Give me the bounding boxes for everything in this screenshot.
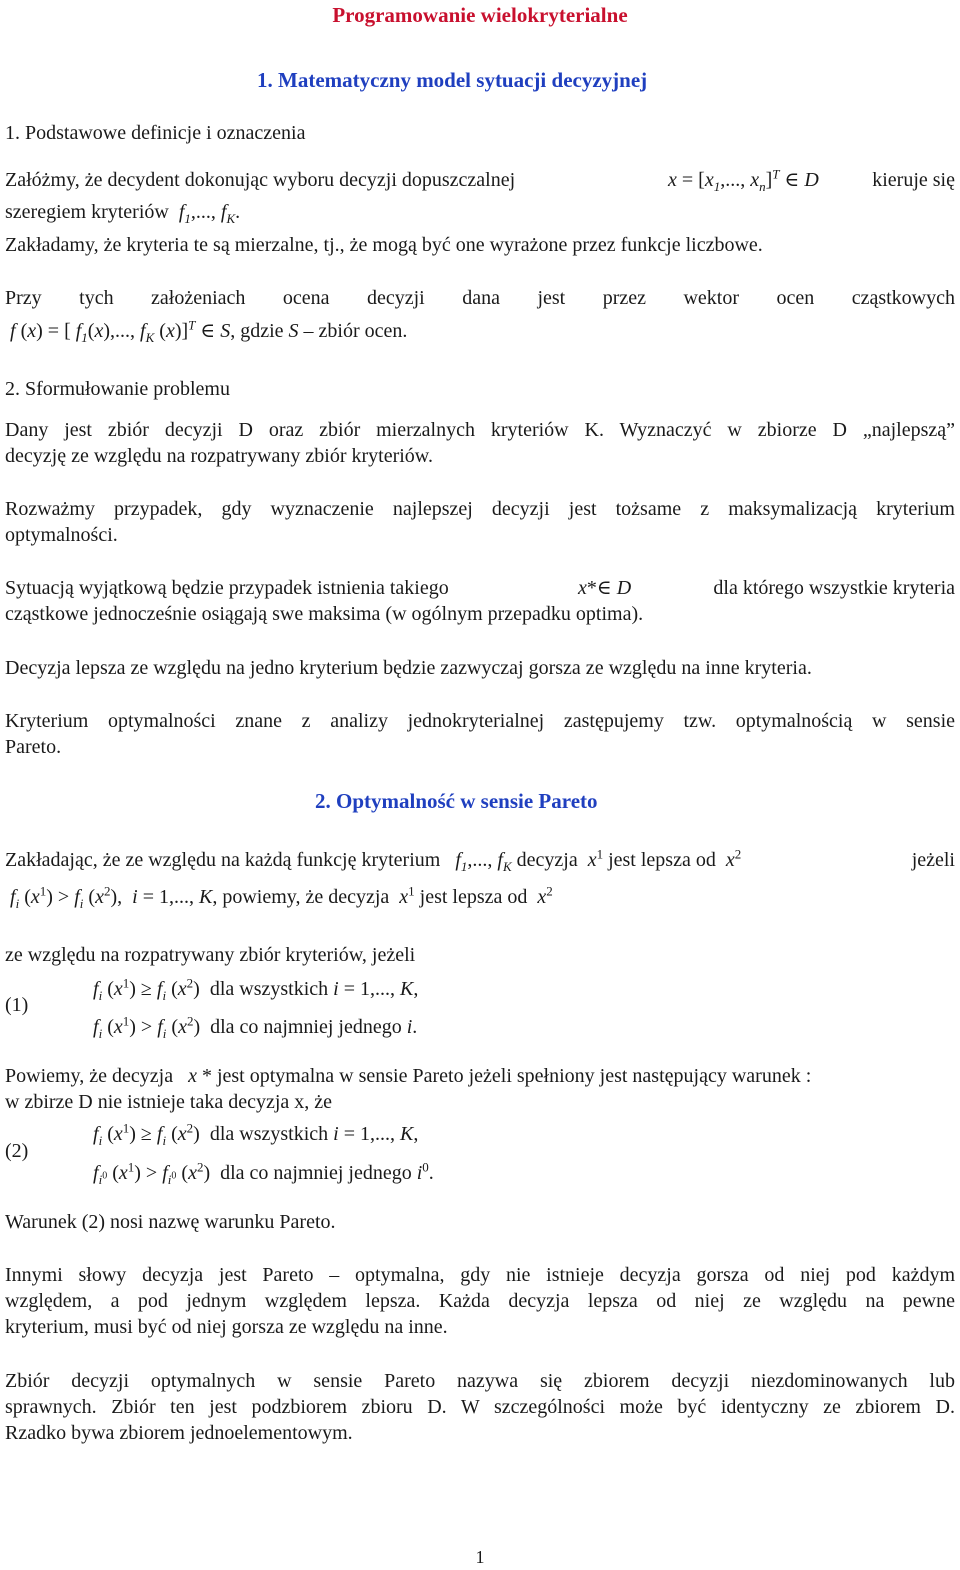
- paragraph-14-line-3: Rzadko bywa zbiorem jednoelementowym.: [5, 1422, 353, 1444]
- math-x1: $x^1$: [582, 846, 604, 871]
- paragraph-13-line-3: kryterium, musi być od niej gorsza ze względu na inne.: [5, 1316, 448, 1338]
- math-expression: $f_i$ $(x^1) \ge f_i$ $(x^2)$: [93, 1120, 200, 1148]
- paragraph-12: Warunek (2) nosi nazwę warunku Pareto.: [5, 1211, 336, 1233]
- paragraph-1-line-1: [5, 167, 955, 193]
- text-span: , gdzie: [230, 320, 284, 342]
- text-span: Załóżmy, że decydent dokonując wyboru decyzji dopuszczalnej: [5, 169, 516, 191]
- math-index-range: i = 1,..., K,: [333, 1123, 419, 1145]
- paragraph-9-line-1: [5, 847, 955, 873]
- math-x1: $x^1$: [394, 883, 415, 908]
- paragraph-14-line-2: sprawnych. Zbiór ten jest podzbiorem zbioru D. W szczególności może być identyczny ze zbiorem D.: [5, 1396, 955, 1418]
- paragraph-14-line-1: Zbiór decyzji optymalnych w sensie Pareto nazywa się zbiorem decyzji niezdominowanych lub: [5, 1370, 955, 1392]
- math-x-vector: $x = [x_1$,..., $x_n]^T$ ∈ D: [668, 166, 819, 194]
- paragraph-3-line-1: Przy tych założeniach ocena decyzji dana jest przez wektor ocen cząstkowych: [5, 287, 955, 309]
- math-index: $i^0$.: [416, 1159, 434, 1184]
- paragraph-4-line-2: decyzję ze względu na rozpatrywany zbiór kryteriów.: [5, 445, 433, 467]
- section-heading-1: 1. Matematyczny model sytuacji decyzyjnej: [257, 68, 648, 92]
- equation-1-line-1: [93, 976, 418, 1002]
- subsection-heading-2: 2. Sformułowanie problemu: [5, 378, 230, 400]
- paragraph-5-line-2: optymalności.: [5, 524, 118, 546]
- paragraph-11-line-1: [5, 1063, 955, 1089]
- text-span: dla którego wszystkie kryteria: [713, 577, 955, 599]
- math-x-star: x*∈ D: [578, 577, 632, 599]
- text-span: jest lepsza od: [419, 886, 528, 908]
- paragraph-8-line-1: Kryterium optymalności znane z analizy jednokryterialnej zastępujemy tzw. optymalnością w sensie: [5, 710, 955, 732]
- text-span: dla wszystkich: [209, 978, 329, 1000]
- math-expression: $f_i$ $(x^1) \ge f_i$ $(x^2)$: [93, 975, 200, 1003]
- paragraph-7: Decyzja lepsza ze względu na jedno kryterium będzie zazwyczaj gorsza ze względu na inne kryteria.: [5, 657, 812, 679]
- math-criteria: $f_1$,..., $f_K$: [173, 201, 236, 226]
- text-span: jest optymalna w sensie Pareto jeżeli spełniony jest następujący warunek :: [216, 1065, 812, 1087]
- paragraph-8-line-2: Pareto.: [5, 736, 62, 758]
- dash: –: [298, 320, 314, 342]
- text-span: Sytuacją wyjątkową będzie przypadek istnienia takiego: [5, 577, 449, 599]
- math-S: S: [288, 320, 299, 342]
- text-span: kieruje się: [872, 169, 955, 191]
- section-heading-2: 2. Optymalność w sensie Pareto: [315, 789, 598, 813]
- page-number: 1: [475, 1547, 485, 1567]
- paragraph-3-line-2: [5, 318, 955, 344]
- paragraph-6-line-2: cząstkowe jednocześnie osiągają swe maksima (w ogólnym przepadku optima).: [5, 603, 644, 625]
- text-span: dla wszystkich: [209, 1123, 329, 1145]
- equation-1-line-2: [93, 1014, 417, 1040]
- math-inequality: $f_i$ $(x^1) > f_i$ $(x^2)$, i = 1,..., K: [5, 883, 213, 911]
- paragraph-10: ze względu na rozpatrywany zbiór kryteriów, jeżeli: [5, 944, 416, 966]
- equation-1-label: (1): [5, 994, 29, 1016]
- math-evaluation-vector: f (x) = [ $f_1(x)$,..., $f_K$ (x)]$^T$ ∈ S: [5, 317, 231, 345]
- subsection-heading-1: 1. Podstawowe definicje i oznaczenia: [5, 122, 306, 144]
- text-span: decyzja: [516, 849, 578, 871]
- text-span: Powiemy, że decyzja: [5, 1065, 174, 1087]
- text-span: , powiemy, że decyzja: [212, 886, 390, 908]
- equation-2-line-1: [93, 1121, 418, 1147]
- paragraph-13-line-2: względem, a pod jednym względem lepsza. Każda decyzja lepsza od niej ze względu na pewne: [5, 1290, 955, 1312]
- document-title: Programowanie wielokryterialne: [332, 3, 628, 27]
- paragraph-4-line-1: Dany jest zbiór decyzji D oraz zbiór mierzalnych kryteriów K. Wyznaczyć w zbiorze D „najlepszą”: [5, 419, 955, 441]
- equation-2-label: (2): [5, 1140, 29, 1162]
- paragraph-1-line-2: szeregiem kryteriów $f_1$,..., $f_K$.: [5, 201, 241, 226]
- math-x2: $x^2$: [720, 846, 742, 871]
- math-x2: $x^2$: [532, 883, 553, 908]
- math-index-range: i = 1,..., K,: [333, 978, 419, 1000]
- text-span: zbiór ocen.: [313, 320, 408, 342]
- text-span: jeżeli: [911, 849, 955, 871]
- paragraph-11-line-2: w zbirze D nie istnieje taka decyzja x, że: [5, 1091, 333, 1113]
- math-expression: $f_{i^0}$ $(x^1) > f_{i^0}$ $(x^2)$: [93, 1159, 211, 1187]
- text-span: Zakładając, że ze względu na każdą funkcję kryterium: [5, 849, 441, 871]
- text-span: jest lepsza od: [608, 849, 716, 871]
- paragraph-9-line-2: [5, 884, 955, 910]
- text-span: dla co najmniej jednego: [210, 1016, 402, 1038]
- math-criteria: $f_1$,..., $f_K$: [445, 849, 512, 874]
- paragraph-5-line-1: Rozważmy przypadek, gdy wyznaczenie najlepszej decyzji jest tożsame z maksymalizacją kryterium: [5, 498, 955, 520]
- math-expression: $f_i$ $(x^1) > f_i$ $(x^2)$: [93, 1013, 201, 1041]
- math-index: i.: [406, 1016, 418, 1038]
- equation-2-line-2: [93, 1160, 434, 1186]
- text-span: dla co najmniej jednego: [220, 1162, 412, 1184]
- text-span: szeregiem kryteriów: [5, 201, 169, 223]
- paragraph-6-line-1: [5, 575, 955, 601]
- paragraph-13-line-1: Innymi słowy decyzja jest Pareto – optymalna, gdy nie istnieje decyzja gorsza od niej pod każdym: [5, 1264, 955, 1286]
- math-x-star: x *: [178, 1065, 212, 1087]
- paragraph-2: Zakładamy, że kryteria te są mierzalne, tj., że mogą być one wyrażone przez funkcje liczbowe.: [5, 234, 763, 256]
